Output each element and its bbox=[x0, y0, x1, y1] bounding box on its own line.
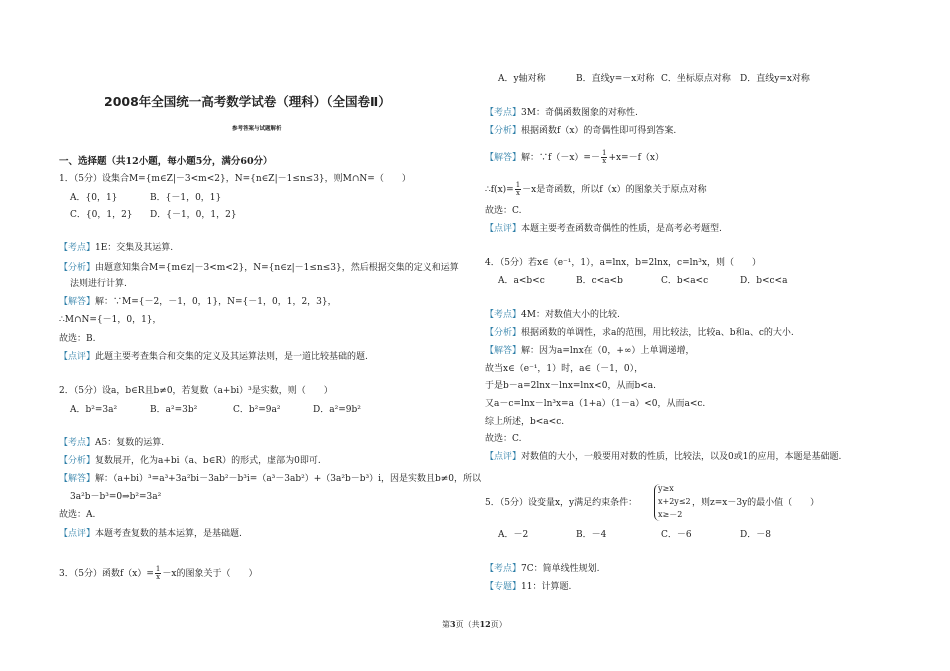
q3-option-b: B．直线y=－x对称 bbox=[576, 74, 655, 84]
tag-kaodian: 【考点】 bbox=[485, 564, 522, 574]
section-heading: 一、选择题（共12小题，每小题5分，满分60分） bbox=[59, 156, 273, 167]
q2-option-c: C．b²=9a² bbox=[233, 405, 281, 415]
q5-option-a: A．－2 bbox=[498, 530, 529, 540]
q4-jieda-line5: 综上所述，b<a<c. bbox=[485, 417, 565, 427]
tag-zhuanti: 【专题】 bbox=[485, 582, 522, 592]
page-number: 3 bbox=[450, 619, 456, 629]
q5-kaodian: 【考点】7C：简单线性规划. bbox=[485, 564, 600, 574]
tag-fenxi: 【分析】 bbox=[59, 456, 96, 466]
q3-jieda: 【解答】解：∵f（－x）=－ $\frac{1}{x}$ +x=－f（x） bbox=[485, 149, 665, 165]
q4-dianping: 【点评】对数值的大小，一般要用对数的性质，比较法，以及0或1的应用，本题是基础题. bbox=[485, 452, 842, 462]
tag-kaodian: 【考点】 bbox=[485, 310, 522, 320]
q4-jieda: 【解答】解：因为a=lnx在（0，+∞）上单调递增， bbox=[485, 346, 695, 356]
q4-fenxi: 【分析】根据函数的单调性，求a的范围，用比较法，比较a、b和a、c的大小. bbox=[485, 328, 794, 338]
q4-answer: 故选：C. bbox=[485, 434, 522, 444]
q5-option-c: C．－6 bbox=[661, 530, 692, 540]
constraint-2: x+2y≤2 bbox=[658, 497, 691, 506]
q1-fenxi: 【分析】由题意知集合M={m∈z|－3<m<2}，N={n∈z|－1≤n≤3}，然后根据交集的定义和运算 bbox=[59, 263, 459, 273]
tag-fenxi: 【分析】 bbox=[485, 328, 522, 338]
constraint-3: x≥－2 bbox=[658, 510, 683, 519]
constraint-1: y≥x bbox=[658, 484, 674, 493]
tag-jieda: 【解答】 bbox=[485, 346, 522, 356]
q1-option-a: A．{0，1} bbox=[70, 193, 118, 203]
q4-jieda-line4: 又a－c=lnx－ln³x=a（1+a）（1－a）<0，从而a<c. bbox=[485, 399, 706, 409]
q2-answer: 故选：A. bbox=[59, 510, 96, 520]
q2-jieda: 【解答】解：（a+bi）³=a³+3a²bi－3ab²－b³i=（a³－3ab²）+（3a²b－b³）i，因是实数且b≠0，所以 bbox=[59, 474, 482, 484]
q3-kaodian: 【考点】3M：奇偶函数图象的对称性. bbox=[485, 108, 638, 118]
q5-option-d: D．－8 bbox=[740, 530, 771, 540]
tag-dianping: 【点评】 bbox=[59, 352, 96, 362]
q1-option-c: C．{0，1，2} bbox=[70, 210, 133, 220]
tag-dianping: 【点评】 bbox=[485, 224, 522, 234]
q5-option-b: B．－4 bbox=[576, 530, 607, 540]
q1-dianping: 【点评】此题主要考查集合和交集的定义及其运算法则，是一道比较基础的题. bbox=[59, 352, 368, 362]
q5-stem-a: 5．（5分）设变量x，y满足约束条件： bbox=[485, 498, 638, 508]
q1-jieda: 【解答】解：∵M={－2，－1，0，1}，N={－1，0，1，2，3}， bbox=[59, 297, 337, 307]
q4-option-b: B．c<a<b bbox=[576, 276, 623, 286]
q2-dianping: 【点评】本题考查复数的基本运算，是基础题. bbox=[59, 529, 242, 539]
q4-option-d: D．b<c<a bbox=[740, 276, 788, 286]
tag-jieda: 【解答】 bbox=[59, 474, 96, 484]
total-pages: 12 bbox=[479, 619, 491, 629]
q3-fenxi: 【分析】根据函数f（x）的奇偶性即可得到答案. bbox=[485, 126, 677, 136]
q4-jieda-line2: 故当x∈（e⁻¹，1）时，a∈（－1，0）， bbox=[485, 364, 644, 374]
q3-answer: 故选：C. bbox=[485, 206, 522, 216]
tag-dianping: 【点评】 bbox=[485, 452, 522, 462]
q4-jieda-line3: 于是b－a=2lnx－lnx=lnx<0，从而b<a. bbox=[485, 381, 656, 391]
q3-option-d: D．直线y=x对称 bbox=[740, 74, 810, 84]
q3-dianping: 【点评】本题主要考查函数奇偶性的性质，是高考必考题型. bbox=[485, 224, 722, 234]
q3-jieda-line2: ∴f(x)= $\frac{1}{x}$ －x是奇函数，所以f（x）的图象关于原点对称 bbox=[485, 181, 707, 197]
fraction: $\frac{1}{x}$ bbox=[515, 181, 521, 197]
paper-subtitle: 参考答案与试题解析 bbox=[232, 126, 282, 132]
q2-jieda-line2: 3a²b－b³=0⇒b²=3a² bbox=[70, 492, 162, 502]
q4-stem: 4．（5分）若x∈（e⁻¹，1），a=lnx，b=2lnx，c=ln³x，则（ ） bbox=[485, 258, 761, 268]
q4-kaodian: 【考点】4M：对数值大小的比较. bbox=[485, 310, 620, 320]
q2-stem: 2．（5分）设a，b∈R且b≠0，若复数（a+bi）³是实数，则（ ） bbox=[59, 386, 333, 396]
q1-option-d: D．{－1，0，1，2} bbox=[150, 210, 237, 220]
tag-dianping: 【点评】 bbox=[59, 529, 96, 539]
q2-option-b: B．a²=3b² bbox=[150, 405, 198, 415]
q2-fenxi: 【分析】复数展开，化为a+bi（a、b∈R）的形式，虚部为0即可. bbox=[59, 456, 321, 466]
paper-title: 2008年全国统一高考数学试卷（理科）（全国卷Ⅱ） bbox=[104, 94, 391, 109]
q1-option-b: B．{－1，0，1} bbox=[150, 193, 222, 203]
fraction: $\frac{1}{x}$ bbox=[155, 565, 161, 581]
q5-zhuanti: 【专题】11：计算题. bbox=[485, 582, 572, 592]
q1-jieda-line2: ∴M∩N={－1，0，1}， bbox=[59, 315, 162, 325]
q4-option-c: C．b<a<c bbox=[661, 276, 709, 286]
tag-jieda: 【解答】 bbox=[485, 153, 522, 163]
q3-option-a: A．y轴对称 bbox=[498, 74, 546, 84]
tag-fenxi: 【分析】 bbox=[485, 126, 522, 136]
q4-option-a: A．a<b<c bbox=[498, 276, 545, 286]
tag-kaodian: 【考点】 bbox=[59, 438, 96, 448]
q2-option-d: D．a²=9b² bbox=[313, 405, 361, 415]
tag-fenxi: 【分析】 bbox=[59, 263, 96, 273]
fraction: $\frac{1}{x}$ bbox=[601, 149, 607, 165]
q2-option-a: A．b²=3a² bbox=[70, 405, 118, 415]
q1-answer: 故选：B. bbox=[59, 334, 96, 344]
tag-jieda: 【解答】 bbox=[59, 297, 96, 307]
q3-option-c: C．坐标原点对称 bbox=[661, 74, 731, 84]
q1-stem: 1．（5分）设集合M={m∈Z|－3<m<2}，N={n∈Z|－1≤n≤3}，则M∩N=（ ） bbox=[59, 174, 411, 184]
q3-stem: 3．（5分）函数f（x）= $\frac{1}{x}$ －x的图象关于（ ） bbox=[59, 565, 258, 581]
tag-kaodian: 【考点】 bbox=[59, 243, 96, 253]
q5-stem-b: ，则z=x－3y的最小值（ ） bbox=[692, 498, 820, 508]
q1-fenxi-cont: 法则进行计算. bbox=[70, 279, 127, 289]
q1-kaodian: 【考点】1E：交集及其运算. bbox=[59, 243, 174, 253]
tag-kaodian: 【考点】 bbox=[485, 108, 522, 118]
q2-kaodian: 【考点】A5：复数的运算. bbox=[59, 438, 165, 448]
page-footer: 第3页（共12页） bbox=[442, 619, 507, 629]
